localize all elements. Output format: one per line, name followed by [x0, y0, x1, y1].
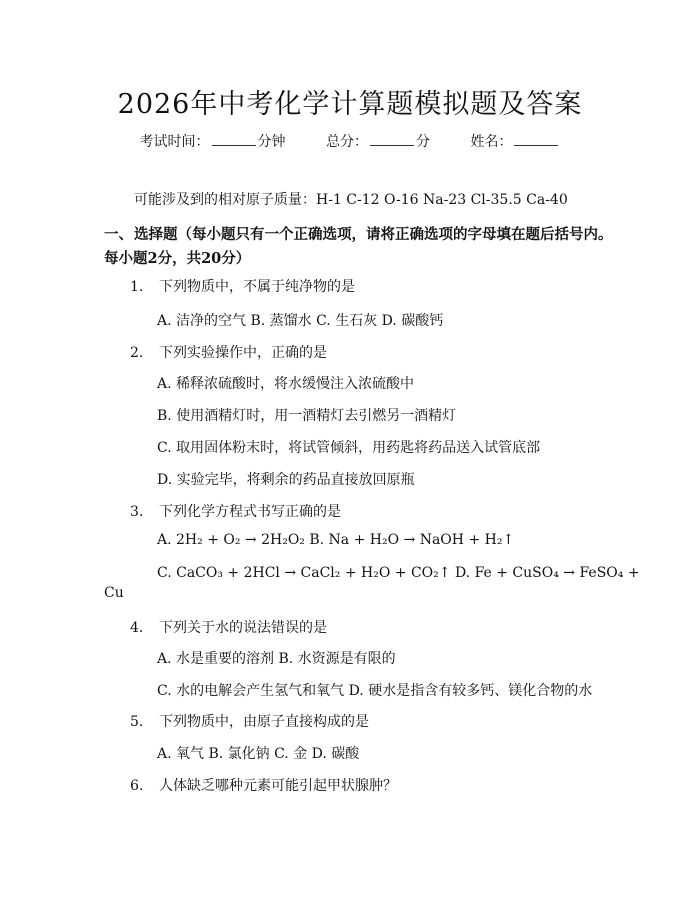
question-2	[130, 342, 327, 362]
question-5-options: A. 氧气 B. 氯化钠 C. 金 D. 碳酸	[157, 746, 360, 762]
section-number: 一、	[104, 226, 133, 243]
question-text: 人体缺乏哪种元素可能引起甲状腺肿？	[159, 778, 397, 794]
question-number: 3.	[130, 504, 144, 520]
document-title: 2026年中考化学计算题模拟题及答案	[117, 89, 583, 120]
total-score-unit: 分	[416, 134, 430, 150]
question-1-options: A. 洁净的空气 B. 蒸馏水 C. 生石灰 D. 碳酸钙	[157, 313, 444, 329]
exam-time-unit: 分钟	[257, 134, 286, 150]
question-2-option-b: B. 使用酒精灯时，用一酒精灯去引燃另一酒精灯	[157, 408, 457, 424]
question-number: 1.	[130, 279, 144, 295]
question-3	[130, 501, 341, 521]
exam-time-blank	[212, 132, 256, 146]
question-2-option-d: D. 实验完毕，将剩余的药品直接放回原瓶	[157, 472, 415, 488]
question-4-options-line2: C. 水的电解会产生氢气和氧气 D. 硬水是指含有较多钙、镁化合物的水	[157, 683, 593, 699]
atomic-masses-note: 可能涉及到的相对原子质量：H-1 C-12 O-16 Na-23 Cl-35.5 Ca-40	[134, 192, 568, 208]
exam-info-line	[0, 131, 700, 151]
question-4-options-line1: A. 水是重要的溶剂 B. 水资源是有限的	[157, 651, 396, 667]
question-2-option-a: A. 稀释浓硫酸时，将水缓慢注入浓硫酸中	[157, 376, 415, 392]
question-5	[130, 711, 369, 731]
total-score-label: 总分：	[326, 134, 368, 150]
question-2-option-c: C. 取用固体粉末时，将试管倾斜，用药匙将药品送入试管底部	[157, 440, 541, 456]
question-4	[130, 617, 327, 637]
question-number: 6.	[130, 778, 144, 794]
name-label: 姓名：	[470, 134, 513, 150]
question-3-options-line2: C. CaCO₃ + 2HCl → CaCl₂ + H₂O + CO₂↑ D. Fe + CuSO₄ → FeSO₄ +	[157, 565, 640, 581]
question-6	[130, 775, 397, 795]
exam-time-label: 考试时间：	[139, 134, 210, 150]
exam-time-field	[140, 131, 286, 151]
question-number: 5.	[130, 714, 144, 730]
question-text: 下列关于水的说法错误的是	[159, 620, 327, 636]
section-heading	[104, 223, 624, 271]
name-field	[470, 131, 560, 151]
question-3-options-line3: Cu	[104, 585, 124, 601]
section-instructions: 选择题（每小题只有一个正确选项，请将正确选项的字母填在题后括号内。每小题2分，共20分）	[104, 226, 613, 267]
question-text: 下列物质中，不属于纯净物的是	[159, 279, 355, 295]
question-text: 下列实验操作中，正确的是	[159, 345, 327, 361]
question-number: 2.	[130, 345, 144, 361]
question-number: 4.	[130, 620, 144, 636]
total-score-blank	[370, 132, 414, 146]
question-3-options-line1: A. 2H₂ + O₂ → 2H₂O₂ B. Na + H₂O → NaOH + H₂↑	[157, 532, 515, 548]
total-score-field	[326, 131, 430, 151]
name-blank	[514, 132, 558, 146]
question-text: 下列物质中，由原子直接构成的是	[159, 714, 369, 730]
question-1	[130, 276, 355, 296]
question-text: 下列化学方程式书写正确的是	[159, 504, 341, 520]
